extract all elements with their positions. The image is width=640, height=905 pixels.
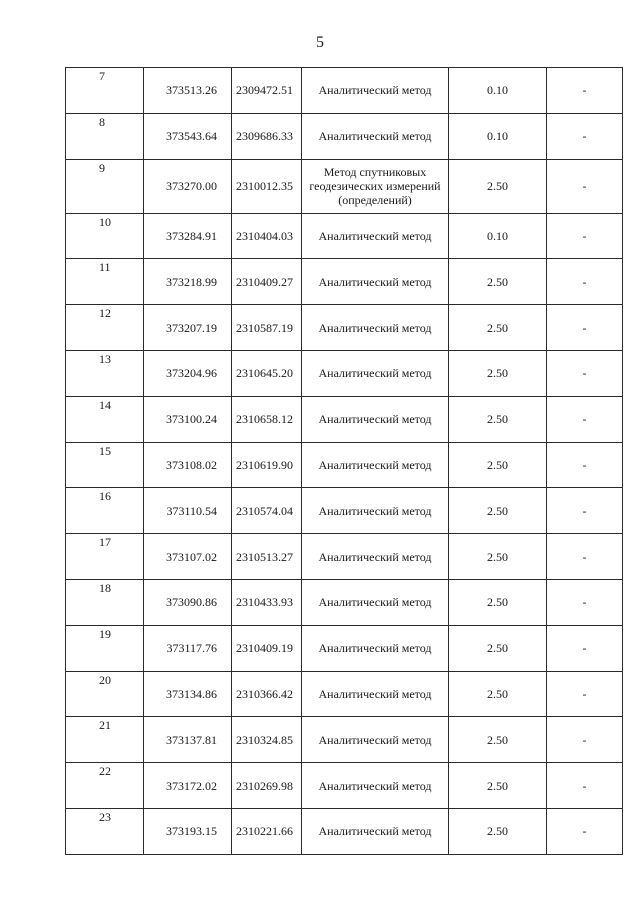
coord-y: 2310619.90 [232, 442, 302, 488]
note-cell: - [547, 579, 623, 625]
coordinates-table [65, 67, 623, 855]
point-number: 11 [66, 259, 144, 305]
note-cell: - [547, 717, 623, 763]
note-cell: - [547, 159, 623, 213]
accuracy-value: 2.50 [449, 396, 547, 442]
coord-y: 2310366.42 [232, 671, 302, 717]
table-row [66, 808, 623, 854]
coord-x: 373117.76 [144, 625, 232, 671]
accuracy-value: 0.10 [449, 68, 547, 114]
point-number: 23 [66, 808, 144, 854]
accuracy-value: 2.50 [449, 763, 547, 809]
coord-x: 373284.91 [144, 213, 232, 259]
point-number: 18 [66, 579, 144, 625]
coord-x: 373108.02 [144, 442, 232, 488]
table-row [66, 579, 623, 625]
accuracy-value: 2.50 [449, 259, 547, 305]
accuracy-value: 2.50 [449, 350, 547, 396]
method-cell: Аналитический метод [302, 717, 449, 763]
note-cell: - [547, 671, 623, 717]
coord-x: 373100.24 [144, 396, 232, 442]
accuracy-value: 0.10 [449, 113, 547, 159]
table-row [66, 671, 623, 717]
accuracy-value: 2.50 [449, 305, 547, 351]
coordinates-table-body [66, 68, 623, 855]
method-cell: Аналитический метод [302, 68, 449, 114]
method-cell: Аналитический метод [302, 579, 449, 625]
point-number: 17 [66, 534, 144, 580]
note-cell: - [547, 534, 623, 580]
table-row [66, 259, 623, 305]
coord-y: 2310658.12 [232, 396, 302, 442]
coord-y: 2310221.66 [232, 808, 302, 854]
coord-x: 373137.81 [144, 717, 232, 763]
coord-y: 2310587.19 [232, 305, 302, 351]
coord-x: 373110.54 [144, 488, 232, 534]
method-cell: Аналитический метод [302, 625, 449, 671]
method-cell: Аналитический метод [302, 808, 449, 854]
note-cell: - [547, 68, 623, 114]
method-cell: Аналитический метод [302, 259, 449, 305]
accuracy-value: 2.50 [449, 534, 547, 580]
method-cell: Аналитический метод [302, 488, 449, 534]
note-cell: - [547, 396, 623, 442]
coord-y: 2310404.03 [232, 213, 302, 259]
coord-x: 373218.99 [144, 259, 232, 305]
coord-y: 2310513.27 [232, 534, 302, 580]
coord-x: 373172.02 [144, 763, 232, 809]
accuracy-value: 2.50 [449, 625, 547, 671]
point-number: 15 [66, 442, 144, 488]
coord-x: 373207.19 [144, 305, 232, 351]
point-number: 19 [66, 625, 144, 671]
coord-y: 2309472.51 [232, 68, 302, 114]
note-cell: - [547, 442, 623, 488]
point-number: 10 [66, 213, 144, 259]
point-number: 9 [66, 159, 144, 213]
coord-y: 2310409.19 [232, 625, 302, 671]
point-number: 7 [66, 68, 144, 114]
coord-y: 2310574.04 [232, 488, 302, 534]
table-row [66, 350, 623, 396]
coord-x: 373543.64 [144, 113, 232, 159]
note-cell: - [547, 113, 623, 159]
accuracy-value: 2.50 [449, 442, 547, 488]
note-cell: - [547, 259, 623, 305]
point-number: 21 [66, 717, 144, 763]
accuracy-value: 2.50 [449, 488, 547, 534]
accuracy-value: 2.50 [449, 717, 547, 763]
coord-y: 2310324.85 [232, 717, 302, 763]
table-row [66, 488, 623, 534]
coord-y: 2310012.35 [232, 159, 302, 213]
coord-y: 2310269.98 [232, 763, 302, 809]
note-cell: - [547, 763, 623, 809]
coord-y: 2310645.20 [232, 350, 302, 396]
method-cell: Аналитический метод [302, 396, 449, 442]
point-number: 13 [66, 350, 144, 396]
coord-x: 373513.26 [144, 68, 232, 114]
table-row [66, 396, 623, 442]
note-cell: - [547, 213, 623, 259]
note-cell: - [547, 305, 623, 351]
accuracy-value: 2.50 [449, 159, 547, 213]
table-row [66, 113, 623, 159]
table-row [66, 159, 623, 213]
method-cell: Аналитический метод [302, 213, 449, 259]
coord-x: 373270.00 [144, 159, 232, 213]
note-cell: - [547, 625, 623, 671]
page-number: 5 [316, 34, 324, 51]
coord-y: 2310409.27 [232, 259, 302, 305]
point-number: 12 [66, 305, 144, 351]
accuracy-value: 2.50 [449, 671, 547, 717]
point-number: 16 [66, 488, 144, 534]
note-cell: - [547, 808, 623, 854]
table-row [66, 68, 623, 114]
accuracy-value: 2.50 [449, 808, 547, 854]
point-number: 20 [66, 671, 144, 717]
table-row [66, 717, 623, 763]
method-cell: Аналитический метод [302, 350, 449, 396]
method-cell: Аналитический метод [302, 763, 449, 809]
accuracy-value: 2.50 [449, 579, 547, 625]
coord-x: 373193.15 [144, 808, 232, 854]
coord-x: 373090.86 [144, 579, 232, 625]
accuracy-value: 0.10 [449, 213, 547, 259]
coord-x: 373134.86 [144, 671, 232, 717]
method-cell: Аналитический метод [302, 534, 449, 580]
table-row [66, 305, 623, 351]
method-cell: Аналитический метод [302, 671, 449, 717]
point-number: 8 [66, 113, 144, 159]
note-cell: - [547, 488, 623, 534]
note-cell: - [547, 350, 623, 396]
coord-x: 373204.96 [144, 350, 232, 396]
table-row [66, 625, 623, 671]
table-row [66, 442, 623, 488]
coord-y: 2310433.93 [232, 579, 302, 625]
table-row [66, 213, 623, 259]
coord-y: 2309686.33 [232, 113, 302, 159]
point-number: 14 [66, 396, 144, 442]
table-row [66, 763, 623, 809]
method-cell: Аналитический метод [302, 305, 449, 351]
table-row [66, 534, 623, 580]
method-cell: Аналитический метод [302, 442, 449, 488]
coord-x: 373107.02 [144, 534, 232, 580]
point-number: 22 [66, 763, 144, 809]
method-cell: Метод спутниковых геодезических измерений (определений) [302, 159, 449, 213]
method-cell: Аналитический метод [302, 113, 449, 159]
